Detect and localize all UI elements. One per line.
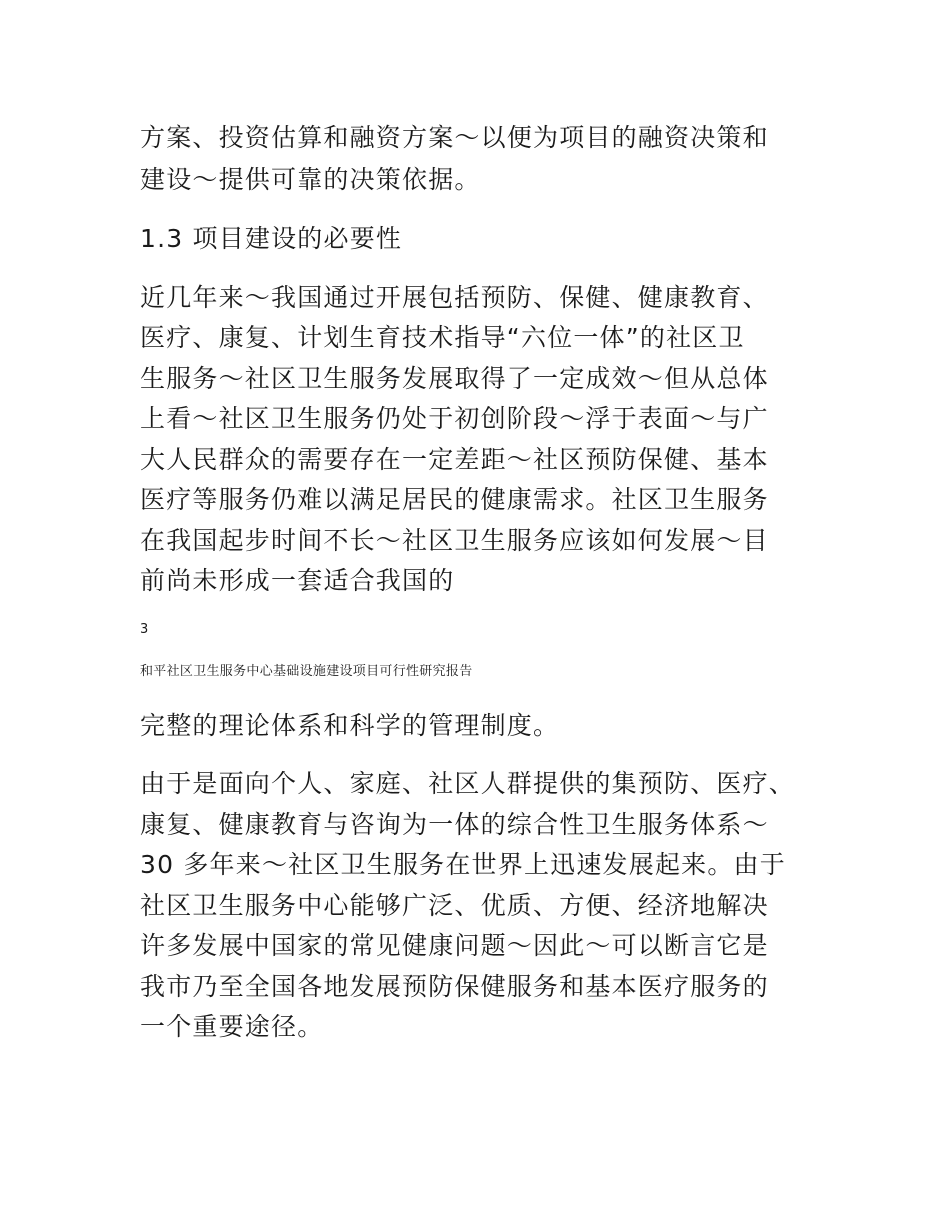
text-line: 30 多年来～社区卫生服务在世界上迅速发展起来。由于 bbox=[140, 850, 786, 879]
text-line: 大人民群众的需要存在一定差距～社区预防保健、基本 bbox=[140, 445, 769, 474]
text-line: 许多发展中国家的常见健康问题～因此～可以断言它是 bbox=[140, 931, 769, 960]
text-line: 近几年来～我国通过开展包括预防、保健、健康教育、 bbox=[140, 283, 769, 312]
continuation-line: 完整的理论体系和科学的管理制度。 bbox=[140, 711, 560, 740]
running-header: 和平社区卫生服务中心基础设施建设项目可行性研究报告 bbox=[140, 664, 473, 679]
text-line: 前尚未形成一套适合我国的 bbox=[140, 566, 455, 595]
page-number: 3 bbox=[140, 622, 149, 637]
text-line: 由于是面向个人、家庭、社区人群提供的集预防、医疗、 bbox=[140, 769, 796, 798]
section-heading: 1.3 项目建设的必要性 bbox=[140, 224, 403, 253]
text-line: 在我国起步时间不长～社区卫生服务应该如何发展～目 bbox=[140, 526, 769, 555]
text-line: 医疗等服务仍难以满足居民的健康需求。社区卫生服务 bbox=[140, 485, 769, 514]
text-line: 我市乃至全国各地发展预防保健服务和基本医疗服务的 bbox=[140, 972, 769, 1001]
text-line: 上看～社区卫生服务仍处于初创阶段～浮于表面～与广 bbox=[140, 404, 769, 433]
text-line: 社区卫生服务中心能够广泛、优质、方便、经济地解决 bbox=[140, 891, 769, 920]
text-line: 康复、健康教育与咨询为一体的综合性卫生服务体系～ bbox=[140, 810, 769, 839]
text-line: 一个重要途径。 bbox=[140, 1012, 324, 1041]
text-line: 方案、投资估算和融资方案～以便为项目的融资决策和 bbox=[140, 123, 769, 152]
text-line: 建设～提供可靠的决策依据。 bbox=[140, 165, 481, 194]
text-line: 医疗、康复、计划生育技术指导“六位一体”的社区卫 bbox=[140, 323, 745, 352]
text-line: 生服务～社区卫生服务发展取得了一定成效～但从总体 bbox=[140, 364, 769, 393]
